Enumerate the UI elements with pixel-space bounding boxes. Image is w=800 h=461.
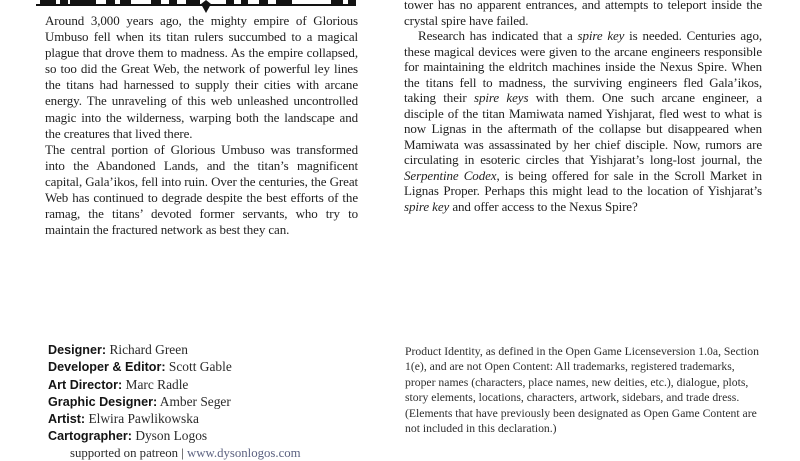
credit-row (48, 358, 378, 375)
left-column-text (45, 13, 358, 238)
paragraph (45, 13, 358, 142)
credit-row (48, 376, 378, 393)
text-run: with them. One such arcane engineer, a disciple of the titan Mamiwata named Yishjarat, fled west to what is now Lignas in the aftermath of the collapse but disappeared when Mamiwata was assassinated by her chief disciple. Now, rumors are circulating in esoteric circles that Yishjarat’s long-lost journal, the (404, 90, 762, 167)
italic-term: spire key (404, 198, 450, 214)
credits-block (48, 341, 378, 461)
credit-value: Scott Gable (165, 359, 232, 375)
credit-row (48, 427, 378, 444)
patreon-line (70, 446, 378, 461)
credit-row (48, 393, 378, 410)
text-run: and offer access to the Nexus Spire? (449, 198, 638, 214)
credit-value: Marc Radle (122, 376, 189, 392)
credit-label: Art Director: (48, 377, 123, 392)
paragraph (45, 142, 358, 239)
heading-underline (36, 4, 356, 6)
credit-value: Richard Green (106, 342, 188, 357)
credit-label: Developer & Editor: (48, 360, 166, 375)
text-run: Around 3,000 years ago, the mighty empire of Glorious Umbuso fell when its titan rulers succumbed to a magical plague that drove them to madness. As the empire collapsed, so too did the Great Web, the network of powerful ley lines the titans had harnessed to supply their cities with arcane energy. The unraveling of this web unleashed uncontrolled magic into the wilderness, warping both the landscape and the creatures that lived there. (45, 13, 358, 141)
paragraph (404, 0, 762, 28)
italic-term: spire key (577, 28, 625, 43)
credit-label: Designer: (48, 343, 107, 357)
credit-label: Artist: (48, 412, 86, 427)
credit-value: Elwira Pawlikowska (85, 411, 199, 427)
dysonlogos-link[interactable]: www.dysonlogos.com (187, 445, 301, 460)
italic-term: Serpentine Codex (404, 167, 497, 183)
text-run: The central portion of Glorious Umbuso was transformed into the Abandoned Lands, and the titan’s magnificent capital, Gala’ikos, fell into ruin. Over the centuries, the Great Web has continued to degrade despite the best efforts of the ramag, the titans’ devoted former servants, who try to maintain the fractured network as best they can. (45, 141, 358, 238)
credit-value: Amber Seger (157, 393, 231, 409)
text-run: , is being offered for sale in the Scroll Market in Lignas Proper. Perhaps this might lead to the location of Yishjarat’s (404, 167, 762, 198)
credit-row (48, 341, 378, 358)
italic-term: spire keys (474, 90, 529, 105)
text-run: Research has indicated that a (418, 28, 578, 43)
credit-label: Cartographer: (48, 429, 132, 444)
credit-label: Graphic Designer: (48, 394, 158, 409)
legal-text: Product Identity, as defined in the Open Game Licenseversion 1.0a, Section 1(e), and are not Open Content: All trademarks, registered trademarks, proper names (characters, place names, new deities, etc.), dialogue, plots, story elements, locations, characters, artwork, sidebars, and trade dress. (Elements that have previously been designated as Open Game Content are not included in this declaration.) (405, 345, 759, 436)
clipped-section-heading (36, 0, 356, 13)
credit-value: Dyson Logos (131, 428, 208, 444)
credit-row (48, 410, 378, 427)
heading-ornament-icon (199, 0, 213, 13)
credits-rows (48, 341, 378, 445)
paragraph (404, 28, 762, 214)
patreon-note: supported on patreon | (70, 445, 187, 460)
right-column-text (404, 0, 762, 214)
text-run: tower has no apparent entrances, and attempts to teleport inside the crystal spire have failed. (404, 0, 762, 28)
text-run: is needed. Centuries ago, these magical devices were given to the arcane engineers responsible for maintaining the eldritch machines inside the Nexus Spire. When the titans fell to madness, the surviving engineers fled Gala’ikos, taking their (404, 28, 762, 105)
